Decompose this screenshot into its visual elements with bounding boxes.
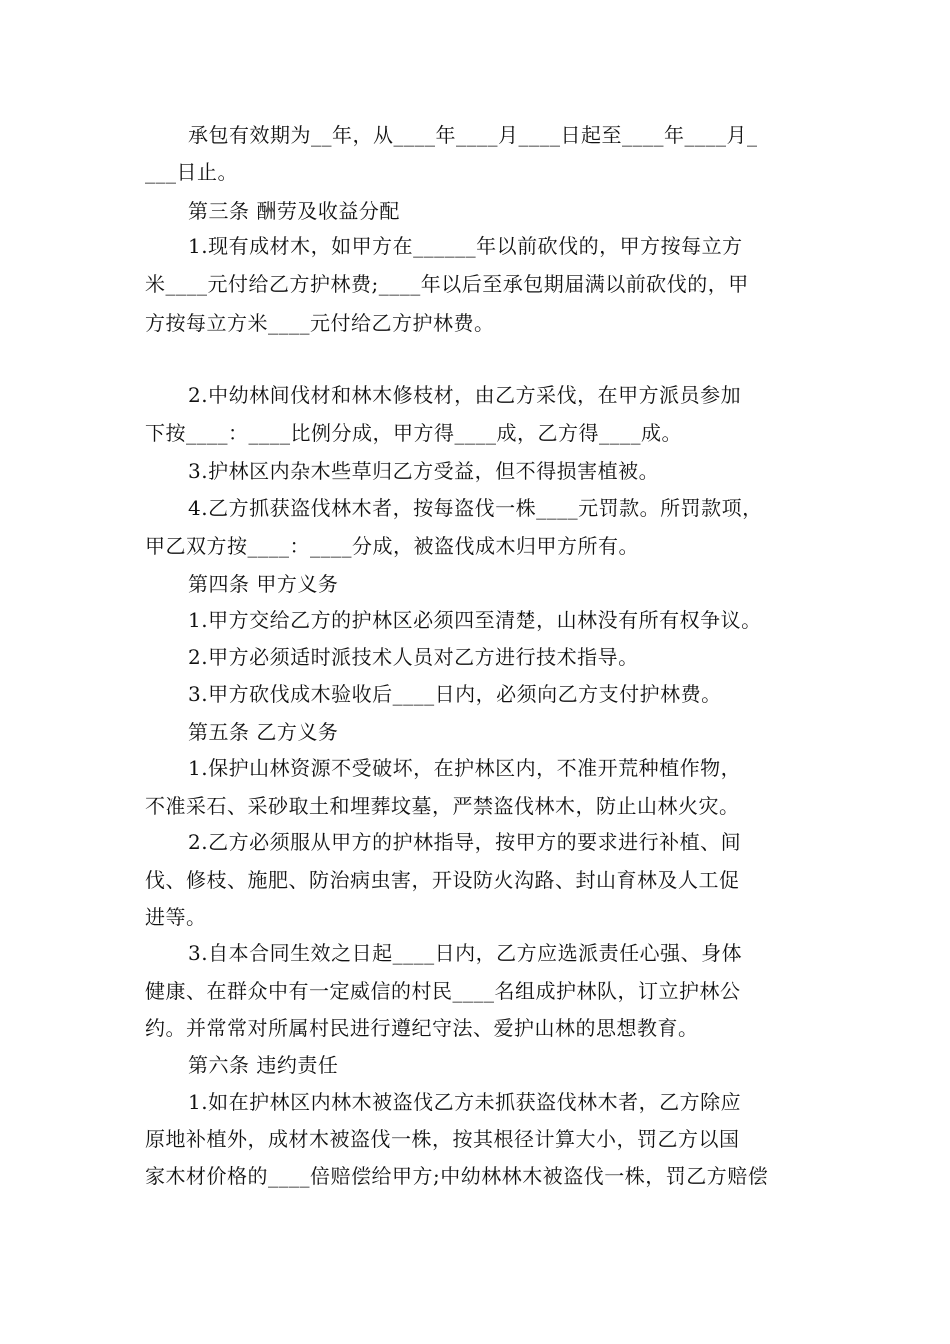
paragraph-line: 约。并常常对所属村民进行遵纪守法、爱护山林的思想教育。 bbox=[145, 1016, 699, 1040]
paragraph-line: 3.自本合同生效之日起____日内，乙方应选派责任心强、身体 bbox=[188, 941, 743, 965]
paragraph-line: 原地补植外，成材木被盗伐一株，按其根径计算大小，罚乙方以国 bbox=[145, 1127, 740, 1151]
paragraph-line: ___日止。 bbox=[145, 160, 238, 184]
paragraph-line: 1.如在护林区内林木被盗伐乙方未抓获盗伐林木者，乙方除应 bbox=[188, 1090, 742, 1114]
paragraph-line: 家木材价格的____倍赔偿给甲方;中幼林林木被盗伐一株，罚乙方赔偿 bbox=[145, 1164, 769, 1188]
paragraph-line: 不准采石、采砂取土和埋葬坟墓，严禁盗伐林木，防止山林火灾。 bbox=[145, 794, 740, 818]
section-heading: 第六条 违约责任 bbox=[188, 1053, 339, 1077]
paragraph-line: 伐、修枝、施肥、防治病虫害，开设防火沟路、封山育林及人工促 bbox=[145, 868, 740, 892]
paragraph-line: 1.甲方交给乙方的护林区必须四至清楚，山林没有所有权争议。 bbox=[188, 608, 762, 632]
paragraph-line: 3.甲方砍伐成木验收后____日内，必须向乙方支付护林费。 bbox=[188, 682, 722, 706]
paragraph-line: 1.现有成材木，如甲方在______年以前砍伐的，甲方按每立方 bbox=[188, 234, 743, 258]
paragraph-line: 2.中幼林间伐材和林木修枝材，由乙方采伐，在甲方派员参加 bbox=[188, 383, 742, 407]
paragraph-line: 甲乙双方按____：____分成，被盗伐成木归甲方所有。 bbox=[145, 534, 639, 558]
paragraph-line: 2.甲方必须适时派技术人员对乙方进行技术指导。 bbox=[188, 645, 639, 669]
paragraph-line: 3.护林区内杂木些草归乙方受益，但不得损害植被。 bbox=[188, 459, 660, 483]
paragraph-line: 4.乙方抓获盗伐林木者，按每盗伐一株____元罚款。所罚款项， bbox=[188, 496, 763, 520]
paragraph-line: 承包有效期为__年，从____年____月____日起至____年____月_ bbox=[188, 123, 758, 147]
paragraph-line: 下按____：____比例分成，甲方得____成，乙方得____成。 bbox=[145, 421, 682, 445]
paragraph-line: 米____元付给乙方护林费;____年以后至承包期届满以前砍伐的，甲 bbox=[145, 272, 749, 296]
section-heading: 第三条 酬劳及收益分配 bbox=[188, 199, 400, 223]
paragraph-line: 方按每立方米____元付给乙方护林费。 bbox=[145, 311, 495, 335]
paragraph-line: 1.保护山林资源不受破坏，在护林区内，不准开荒种植作物， bbox=[188, 756, 742, 780]
paragraph-line: 进等。 bbox=[145, 905, 207, 929]
paragraph-line: 健康、在群众中有一定威信的村民____名组成护林队，订立护林公 bbox=[145, 979, 741, 1003]
paragraph-line: 2.乙方必须服从甲方的护林指导，按甲方的要求进行补植、间 bbox=[188, 830, 742, 854]
section-heading: 第四条 甲方义务 bbox=[188, 572, 339, 596]
section-heading: 第五条 乙方义务 bbox=[188, 720, 339, 744]
